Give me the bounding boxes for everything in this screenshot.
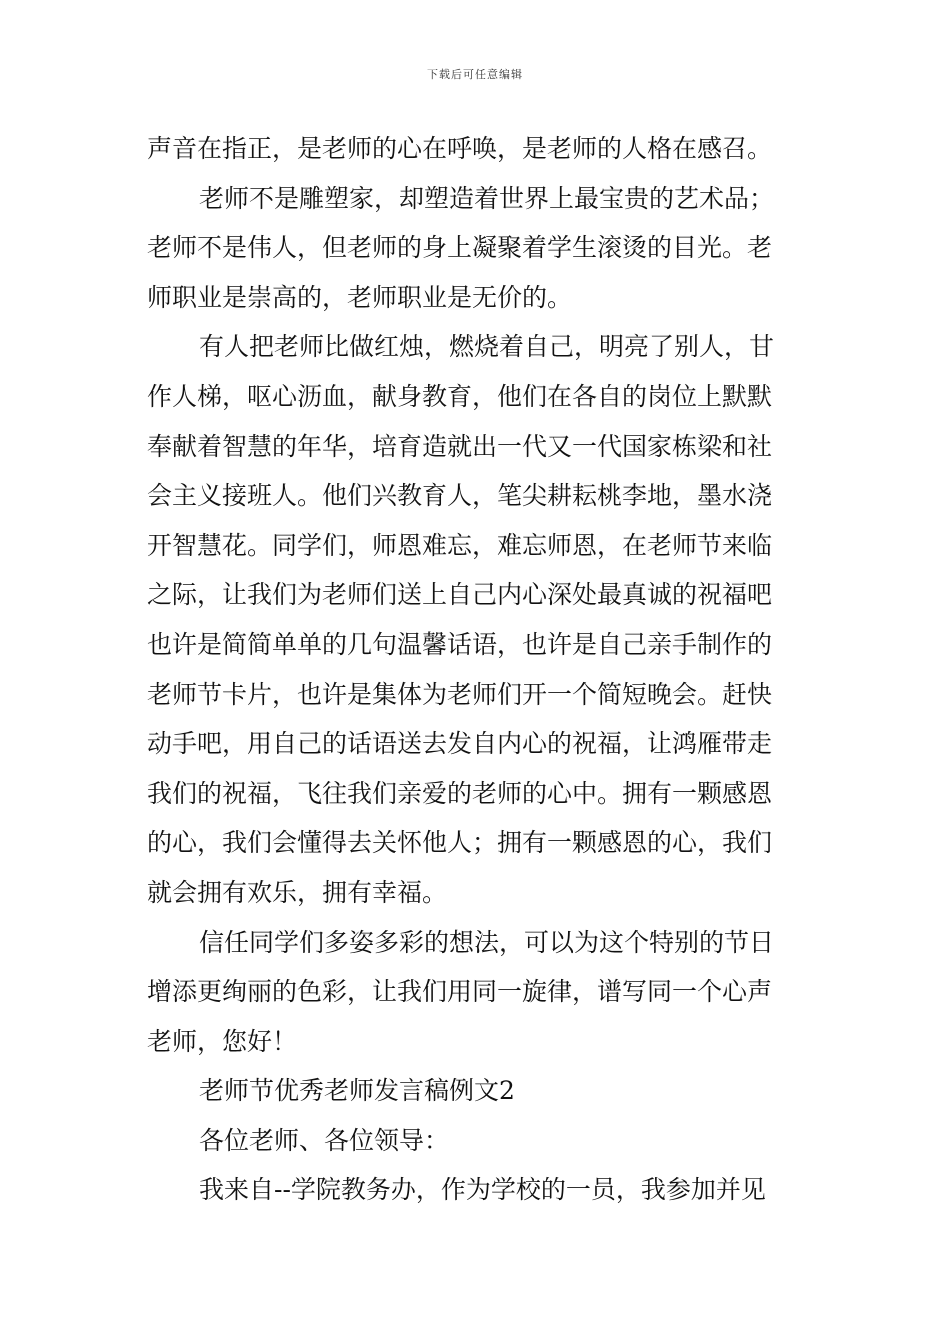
text-line: 作人梯，呕心沥血，献身教育，他们在各自的岗位上默默 (147, 381, 773, 411)
text-line: 老师不是伟人，但老师的身上凝聚着学生滚烫的目光。老 (147, 233, 773, 263)
text-line: 会主义接班人。他们兴教育人，笔尖耕耘桃李地，墨水浇 (147, 481, 773, 511)
text-line: 老师节卡片，也许是集体为老师们开一个简短晚会。赶快 (147, 679, 773, 709)
text-line: 的心，我们会懂得去关怀他人；拥有一颗感恩的心，我们 (147, 828, 773, 858)
text-line: 各位老师、各位领导： (199, 1125, 450, 1155)
text-line: 动手吧，用自己的话语送去发自内心的祝福，让鸿雁带走 (147, 729, 773, 759)
text-line: 老师节优秀老师发言稿例文2 (199, 1076, 515, 1106)
text-line: 老师，您好！ (147, 1026, 298, 1056)
page-header-note: 下载后可任意编辑 (427, 68, 523, 81)
text-line: 之际，让我们为老师们送上自己内心深处最真诚的祝福吧 (147, 580, 773, 610)
text-line: 我们的祝福，飞往我们亲爱的老师的心中。拥有一颗感恩 (147, 778, 773, 808)
text-line: 老师不是雕塑家，却塑造着世界上最宝贵的艺术品； (199, 183, 775, 213)
text-line: 也许是简简单单的几句温馨话语，也许是自己亲手制作的 (147, 629, 773, 659)
text-line: 开智慧花。同学们，师恩难忘，难忘师恩，在老师节来临 (147, 530, 773, 560)
text-line: 奉献着智慧的年华，培育造就出一代又一代国家栋梁和社 (147, 431, 773, 461)
text-line: 有人把老师比做红烛，燃烧着自己，明亮了别人，甘 (199, 332, 775, 362)
text-line: 声音在指正，是老师的心在呼唤，是老师的人格在感召。 (147, 134, 773, 163)
text-line: 增添更绚丽的色彩，让我们用同一旋律，谱写同一个心声 (147, 977, 773, 1007)
document-body (147, 124, 807, 1215)
text-line: 信任同学们多姿多彩的想法，可以为这个特别的节日 (199, 927, 775, 957)
text-line: 就会拥有欢乐，拥有幸福。 (147, 877, 448, 907)
text-line: 我来自--学院教务办，作为学校的一员，我参加并见 (199, 1175, 766, 1205)
text-line: 师职业是崇高的，老师职业是无价的。 (147, 282, 573, 312)
